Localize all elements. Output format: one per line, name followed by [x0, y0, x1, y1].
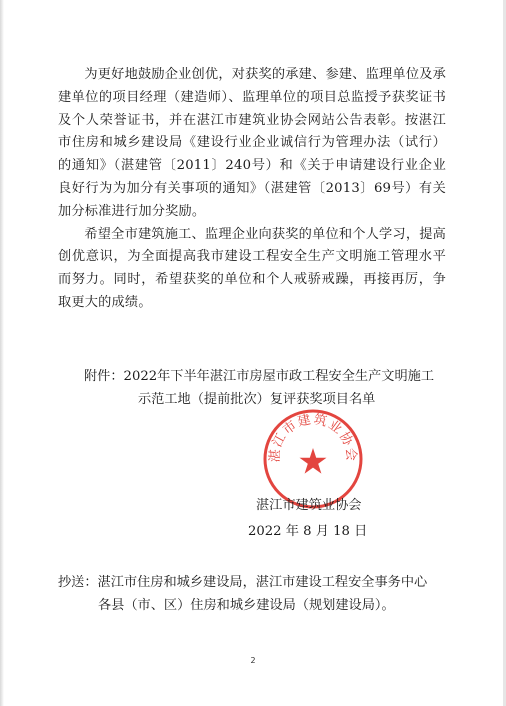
attachment-line-1: 附件：2022年下半年湛江市房屋市政工程安全生产文明施工	[84, 369, 435, 384]
document-body	[58, 64, 446, 315]
attachment-line-2: 示范工地（提前批次）复评获奖项目名单	[138, 391, 376, 407]
cc-line-2: 各县（市、区）住房和城乡建设局（规划建设局）。	[98, 597, 395, 613]
body-paragraph-2: 希望全市建筑施工、监理企业向获奖的单位和个人学习，提高创优意识，为全面提高我市建设工程安全生产文明施工管理水平而努力。同时，希望获奖的单位和个人戒骄戒躁，再接再厉，争取更大的成绩。	[58, 226, 446, 310]
signature-organization: 湛江市建筑业协会	[256, 498, 362, 513]
signature-date: 2022 年 8 月 18 日	[248, 524, 368, 539]
cc-line-1: 抄送：湛江市住房和城乡建设局，湛江市建设工程安全事务中心	[58, 575, 428, 590]
seal-ring	[265, 411, 361, 507]
attachment-note	[84, 366, 444, 412]
seal-text: 湛江市建筑业协会	[267, 412, 359, 463]
page-number: 2	[250, 656, 256, 665]
cc-list	[58, 572, 458, 618]
body-paragraph-1: 为更好地鼓励企业创优，对获奖的承建、参建、监理单位及承建单位的项目经理（建造师）、监理单位的项目总监授予获奖证书及个人荣誉证书，并在湛江市建筑业协会网站公告表彰。按湛江市住房和城乡建设局《建设行业企业诚信行为管理办法（试行）的通知》（湛建管〔2011〕240号）和《关于申请建设行业企业良好行为为加分有关事项的通知》（湛建管〔2013〕69号）有关加分标准进行加分奖励。	[58, 67, 446, 219]
signature-block	[248, 494, 367, 544]
seal-star-icon	[300, 448, 327, 474]
page-left-edge-shadow	[0, 0, 4, 706]
